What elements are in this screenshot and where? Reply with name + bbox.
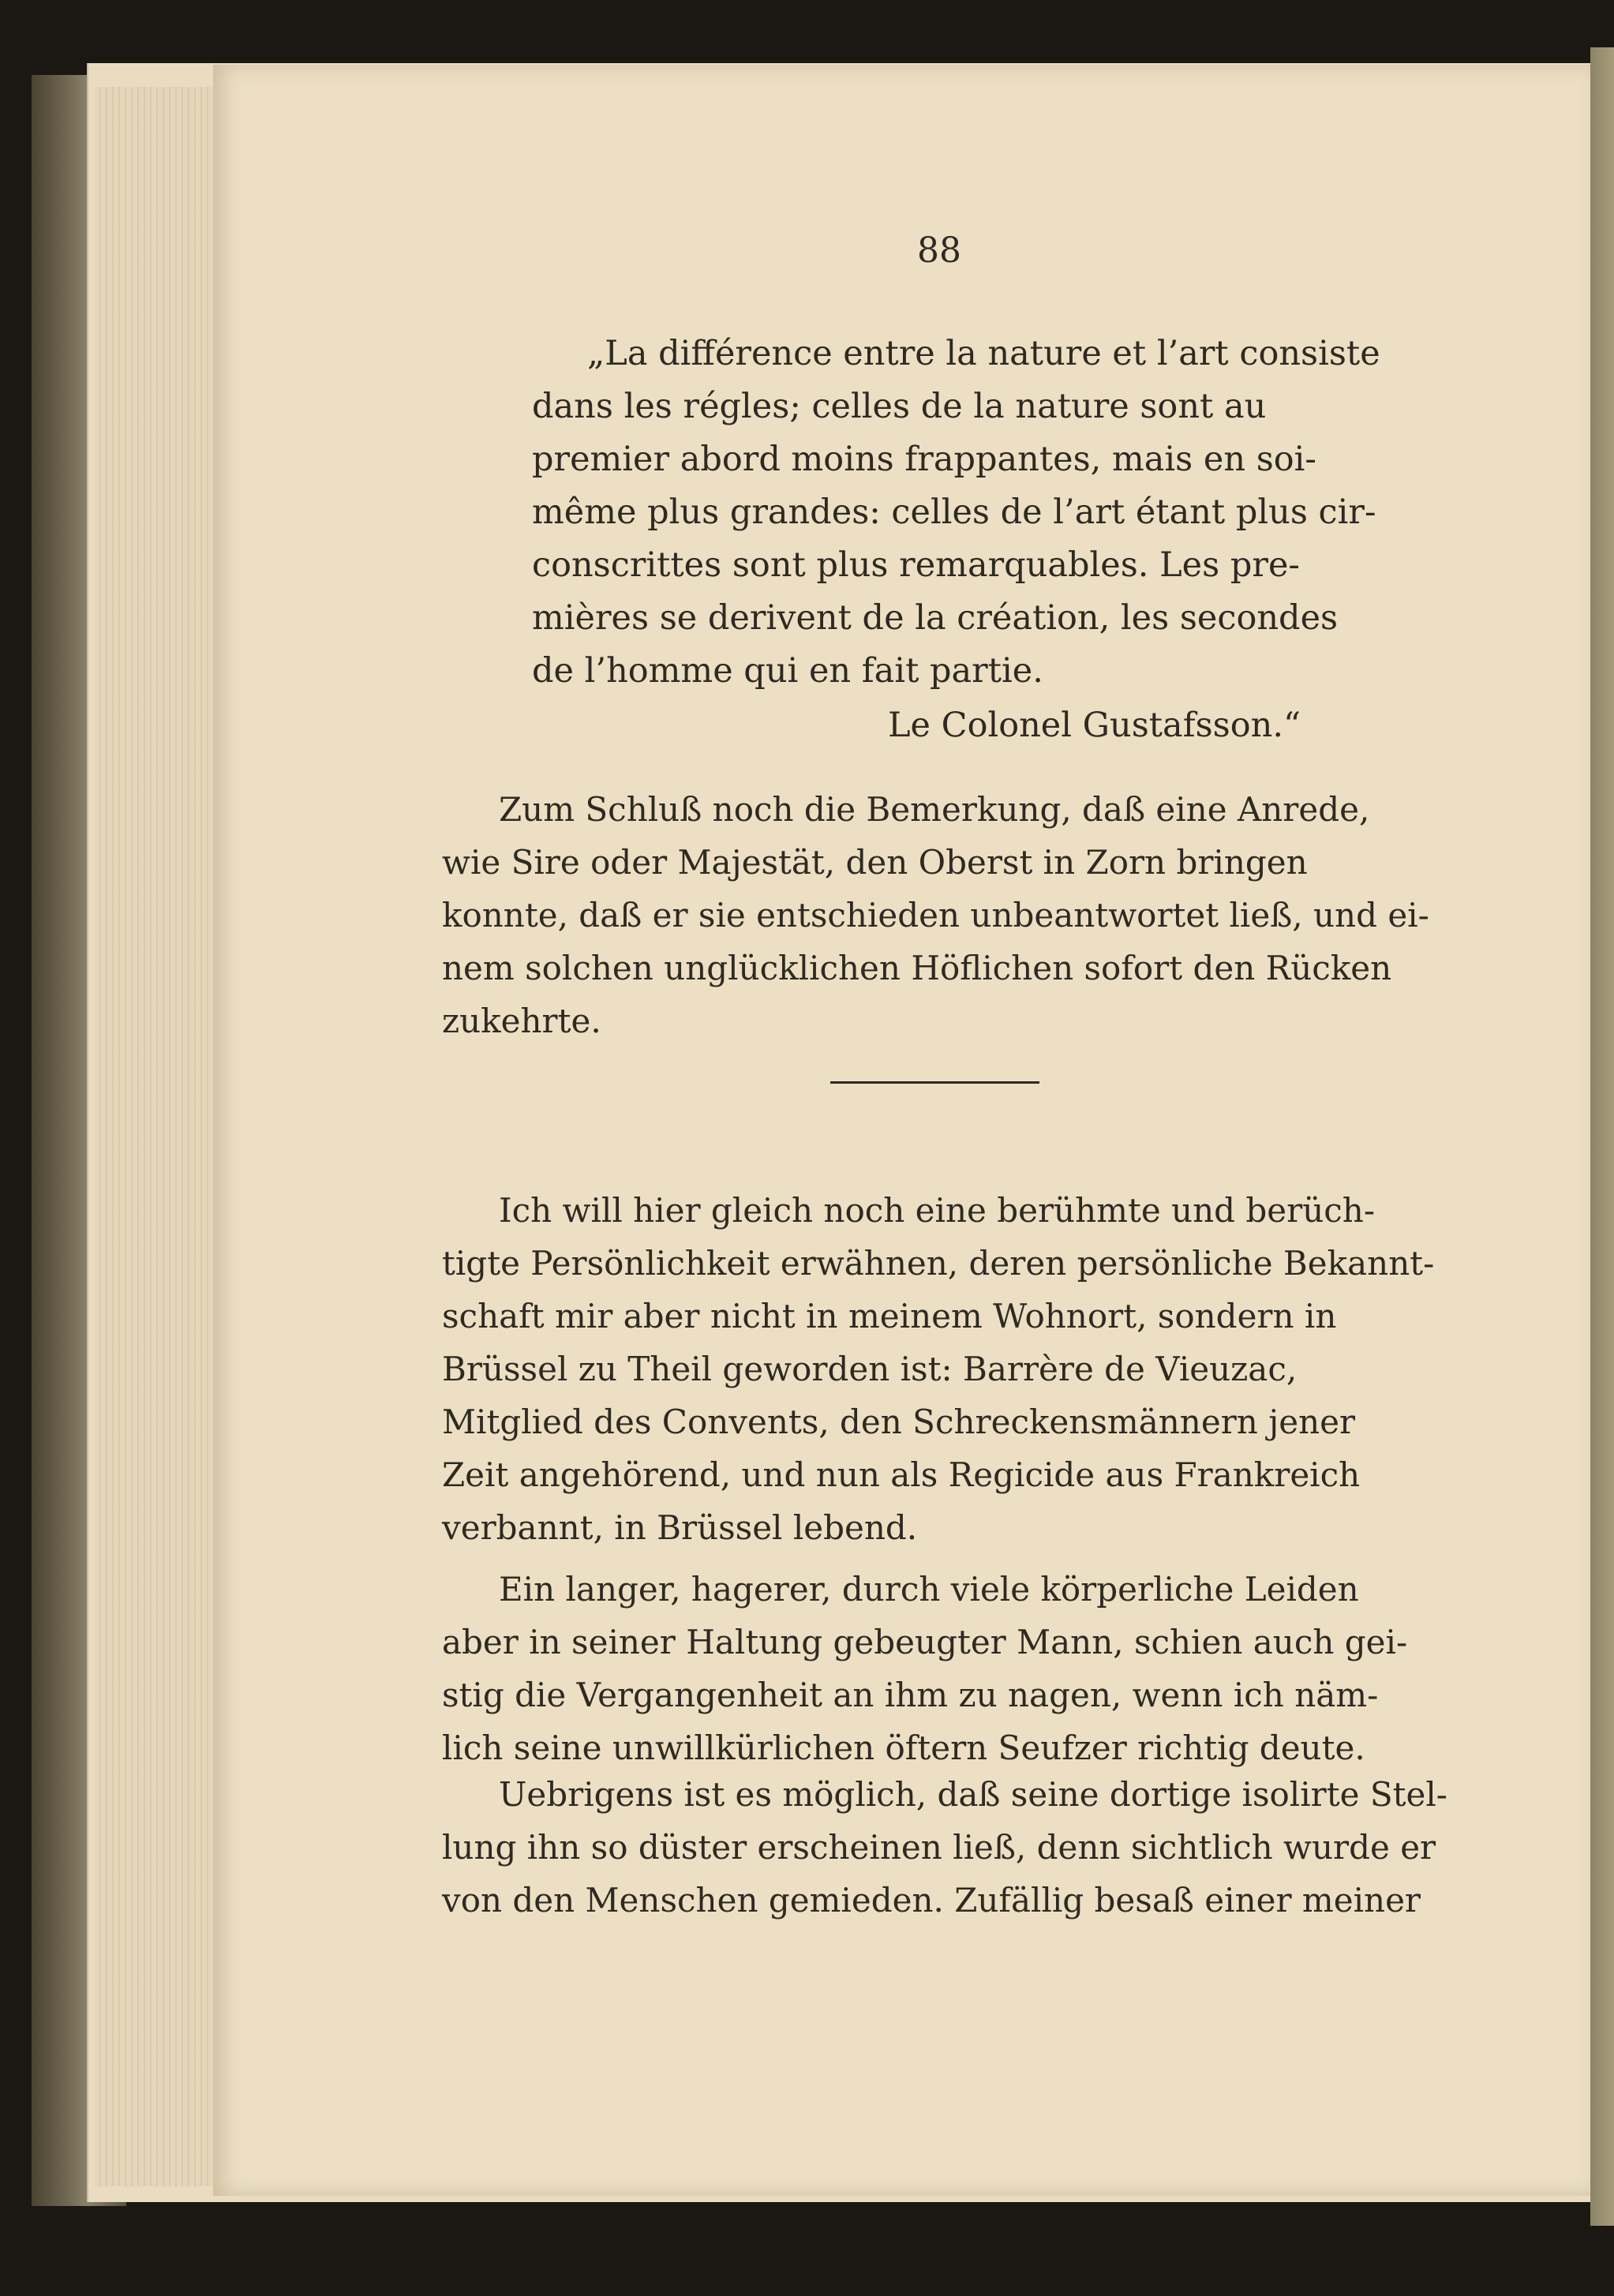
page-number: 88 [917, 230, 961, 271]
french-quote [532, 328, 1440, 698]
text-line: Ein langer, hagerer, durch viele körperliche Leiden [499, 1570, 1359, 1609]
paragraph-closing-remark [442, 783, 1436, 1047]
text-line: nem solchen unglücklichen Höflichen sofort den Rücken [442, 949, 1392, 987]
quote-line: même plus grandes: celles de l’art étant plus cir- [532, 493, 1376, 532]
text-line: von den Menschen gemieden. Zufällig besaß einer meiner [442, 1881, 1421, 1920]
quote-line: mières se derivent de la création, les secondes [532, 598, 1339, 638]
text-line: Zeit angehörend, und nun als Regicide aus Frankreich [442, 1455, 1361, 1494]
text-line: stig die Vergangenheit an ihm zu nagen, wenn ich näm- [442, 1676, 1379, 1714]
text-line: aber in seiner Haltung gebeugter Mann, schien auch gei- [442, 1623, 1408, 1661]
paragraph-description [442, 1563, 1436, 1774]
book-cover-right [1590, 47, 1614, 2226]
section-divider [830, 1081, 1039, 1084]
text-line: konnte, daß er sie entschieden unbeantwortet ließ, und ei- [442, 896, 1429, 935]
text-line: zukehrte. [442, 1002, 601, 1040]
text-line: lung ihn so düster erscheinen ließ, denn sichtlich wurde er [442, 1828, 1436, 1867]
quote-signature: Le Colonel Gustafsson.“ [888, 706, 1301, 745]
text-line: tigte Persönlichkeit erwähnen, deren persönliche Bekannt- [442, 1244, 1435, 1283]
text-line: wie Sire oder Majestät, den Oberst in Zorn bringen [442, 843, 1308, 882]
page-edges [95, 87, 221, 2186]
text-line: Brüssel zu Theil geworden ist: Barrère de Vieuzac, [442, 1350, 1298, 1388]
text-line: Ich will hier gleich noch eine berühmte und berüch- [499, 1191, 1376, 1230]
quote-line: de l’homme qui en fait partie. [532, 651, 1043, 691]
quote-line: conscrittes sont plus remarquables. Les pre- [532, 545, 1300, 585]
text-line: Zum Schluß noch die Bemerkung, daß eine Anrede, [499, 790, 1370, 829]
text-line: verbannt, in Brüssel lebend. [442, 1508, 918, 1547]
text-line: Mitglied des Convents, den Schreckensmännern jener [442, 1403, 1356, 1441]
text-line: schaft mir aber nicht in meinem Wohnort, sondern in [442, 1297, 1337, 1335]
paragraph-isolation [442, 1768, 1447, 1927]
text-line: lich seine unwillkürlichen öftern Seufzer richtig deute. [442, 1729, 1365, 1767]
text-line: Uebrigens ist es möglich, daß seine dortige isolirte Stel- [499, 1775, 1447, 1814]
quote-line: dans les régles; celles de la nature sont au [532, 387, 1267, 426]
quote-line: premier abord moins frappantes, mais en soi- [532, 440, 1316, 479]
paragraph-barrere [442, 1184, 1436, 1554]
quote-line: „La différence entre la nature et l’art consiste [587, 334, 1380, 373]
